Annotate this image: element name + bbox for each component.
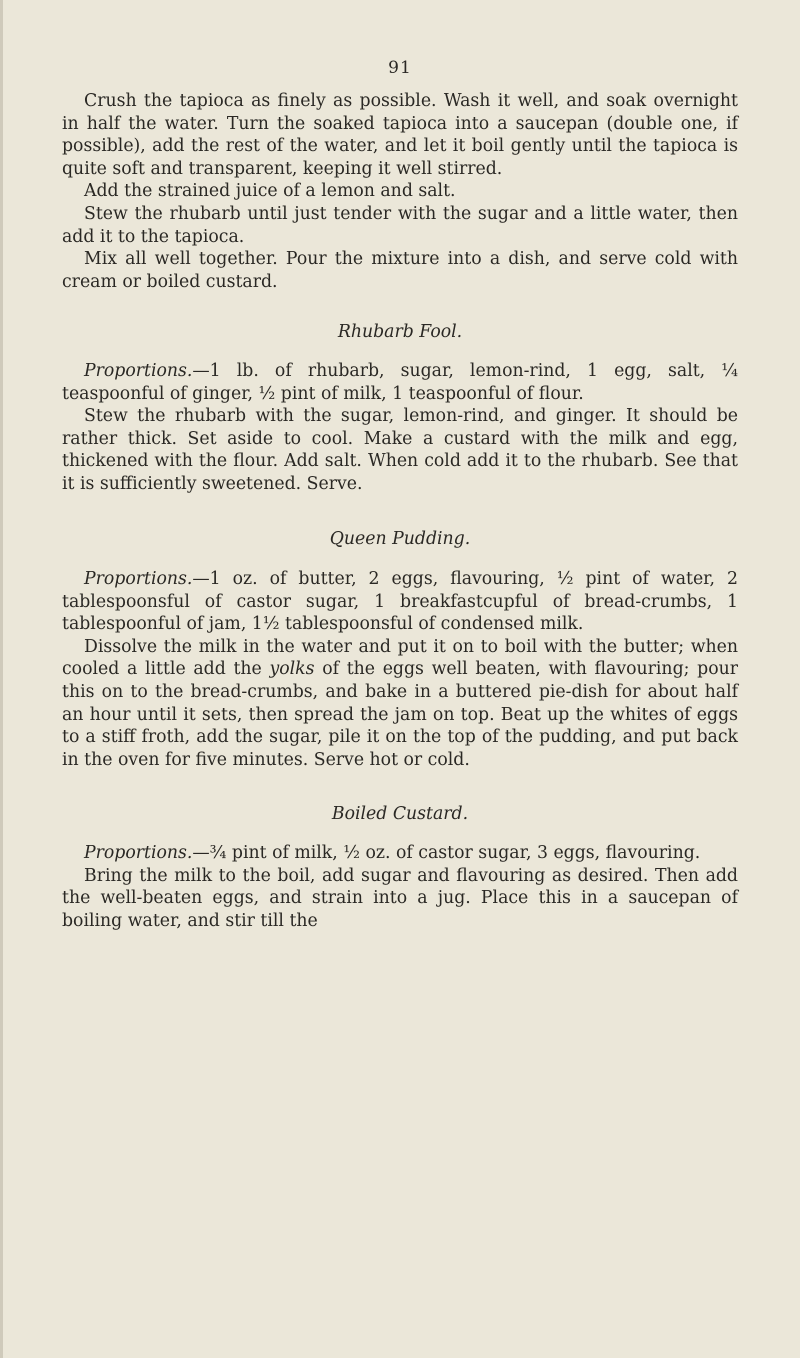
method-text-start: Dissolve the milk in the water and put it on to boil with the butter; when cooled a little add the [62,636,738,680]
intro-paragraph-1: Crush the tapioca as finely as possible. Wash it well, and soak overnight in half the water. Turn the soaked tapioca into a saucepan (double one, if possible), add the rest of the water, and let it boil gently until the tapioca is quite soft and transparent, keeping it well stirred. [62,91,738,179]
page-number: 91 [388,58,412,78]
method-text-end: of the eggs well beaten, with flavouring; pour this on to the bread-crumbs, and bake in a buttered pie-dish for about half an hour until it sets, then spread the jam on top. Beat up the whites of eggs to a stiff froth, add the sugar, pile it on the top of the pudding, and put back in the oven for five minutes. Serve hot or cold. [62,659,738,770]
intro-paragraph-4: Mix all well together. Pour the mixture into a dish, and serve cold with cream or boiled custard. [62,249,738,292]
proportions-label: Proportions. [84,360,193,381]
proportions-text: —1 oz. of butter, 2 eggs, flavouring, ½ pint of water, 2 tablespoonsful of castor sugar, 1 breakfastcupful of bread-crumbs, 1 tablespoonful of jam, 1½ tablespoonsful of condensed milk. [62,569,738,635]
boiled-custard-recipe [62,803,738,932]
queen-pudding-method [62,636,738,772]
boiled-custard-proportions [62,842,738,865]
proportions-text: —1 lb. of rhubarb, sugar, lemon-rind, 1 egg, salt, ¼ teaspoonful of ginger, ½ pint of milk, 1 teaspoonful of flour. [62,360,738,404]
queen-pudding-recipe [62,528,738,772]
proportions-text: —¾ pint of milk, ½ oz. of castor sugar, 3 eggs, flavouring. [192,843,701,864]
intro-paragraph-2: Add the strained juice of a lemon and salt. [84,181,456,202]
rhubarb-fool-title: Rhubarb Fool. [337,322,463,343]
recipe-page [62,90,738,932]
intro-paragraph-3: Stew the rhubarb until just tender with the sugar and a little water, then add it to the tapioca. [62,203,738,247]
boiled-custard-title: Boiled Custard. [331,804,469,825]
rhubarb-fool-method: Stew the rhubarb with the sugar, lemon-rind, and ginger. It should be rather thick. Set aside to cool. Make a custard with the milk and egg, thickened with the flour. Add salt. When cold add it to the rhubarb. See that it is sufficiently sweetened. Serve. [62,406,738,494]
boiled-custard-method: Bring the milk to the boil, add sugar and flavouring as desired. Then add the well-beaten eggs, and strain into a jug. Place this in a saucepan of boiling water, and stir till the [62,865,738,931]
rhubarb-fool-proportions [62,360,738,405]
proportions-label: Proportions. [84,843,193,864]
queen-pudding-proportions [62,568,738,636]
rhubarb-fool-recipe [62,321,738,495]
method-emphasis: yolks [269,659,315,680]
proportions-label: Proportions. [84,569,193,590]
page-edge-rule [0,0,3,1358]
queen-pudding-title: Queen Pudding. [329,528,471,549]
tapioca-recipe-continuation [62,90,738,293]
